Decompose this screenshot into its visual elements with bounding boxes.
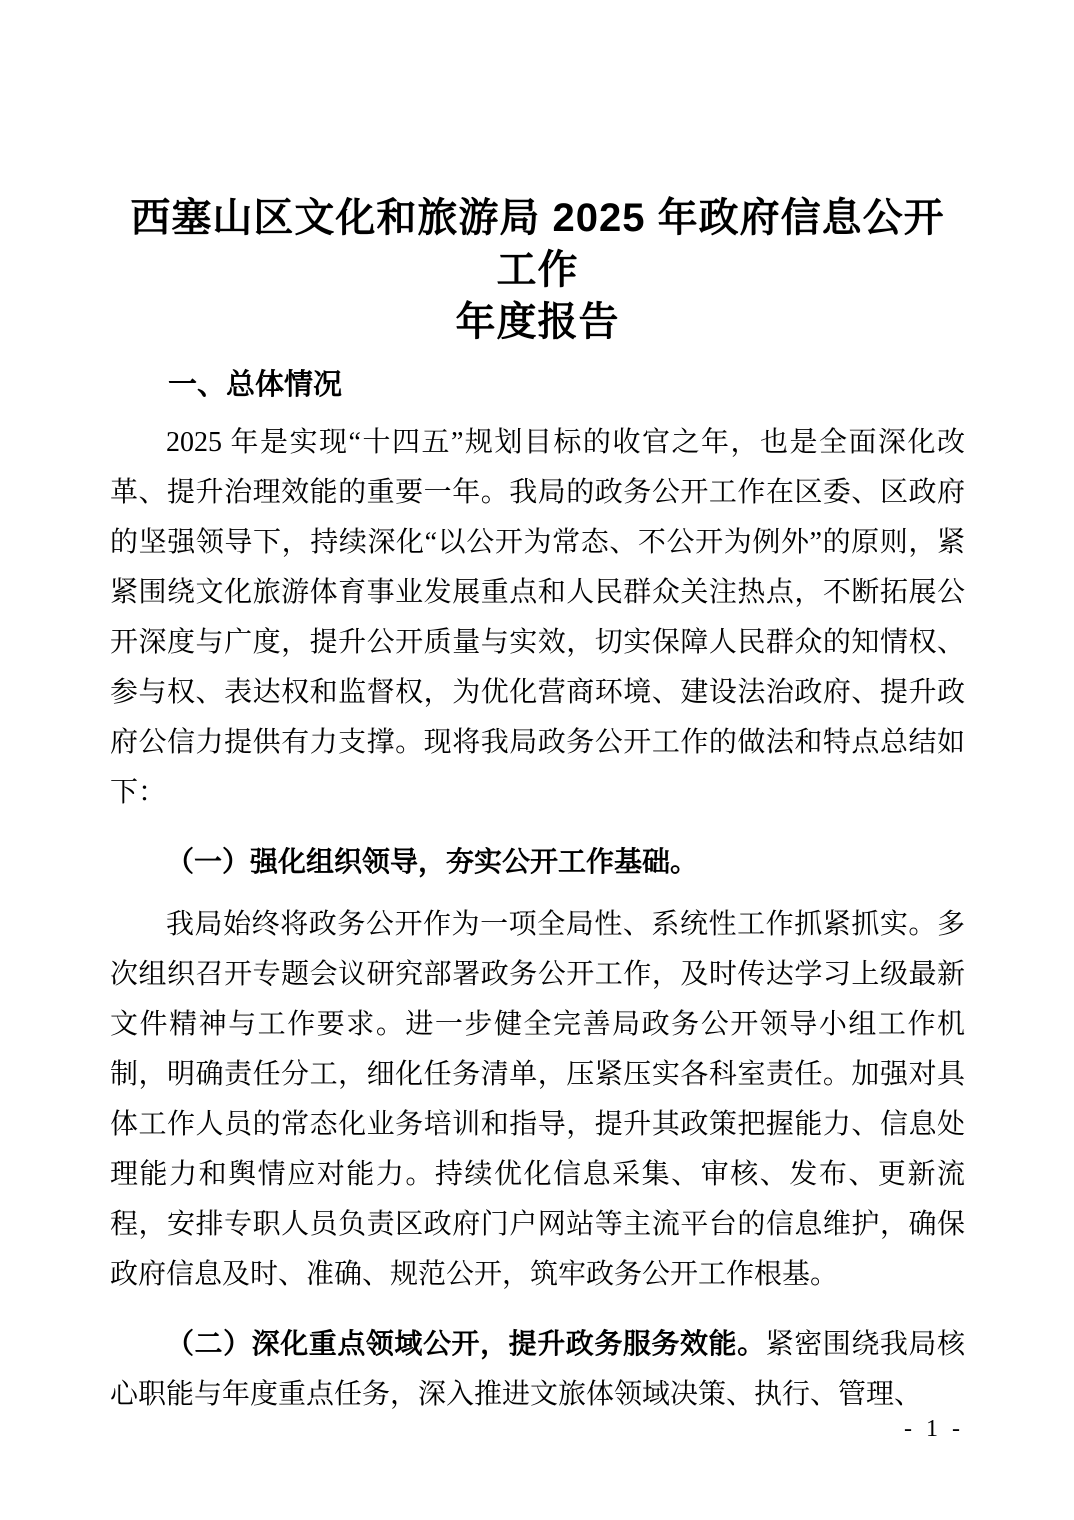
section-heading-overall-situation: 一、总体情况 — [168, 369, 343, 401]
paragraph-subsection-1: 我局始终将政务公开作为一项全局性、系统性工作抓紧抓实。多次组织召开专题会议研究部署政务公开工作，及时传达学习上级最新文件精神与工作要求。进一步健全完善局政务公开领导小组工作机制，明确责任分工，细化任务清单，压紧压实各科室责任。加强对具体工作人员的常态化业务培训和指导，提升其政策把握能力、信息处理能力和舆情应对能力。持续优化信息采集、审核、发布、更新流程，安排专职人员负责区政府门户网站等主流平台的信息维护，确保政府信息及时、准确、规范公开，筑牢政务公开工作根基。 — [110, 909, 965, 1290]
subsection-2-body-text: 紧密围绕我局核心职能与年度重点任务，深入推进文旅体领域决策、执行、管理、 — [110, 1329, 965, 1410]
document-title — [110, 192, 965, 348]
paragraph-subsection-2 — [110, 1320, 965, 1420]
paragraph-intro: 2025 年是实现“十四五”规划目标的收官之年，也是全面深化改革、提升治理效能的重要一年。我局的政务公开工作在区委、区政府的坚强领导下，持续深化“以公开为常态、不公开为例外”的原则，紧紧围绕文化旅游体育事业发展重点和人民群众关注热点，不断拓展公开深度与广度，提升公开质量与实效，切实保障人民群众的知情权、参与权、表达权和监督权，为优化营商环境、建设法治政府、提升政府公信力提供有力支撑。现将我局政务公开工作的做法和特点总结如下： — [110, 427, 965, 808]
subsection-heading-2: （二）深化重点领域公开，提升政务服务效能。 — [166, 1329, 766, 1360]
page-number: - 1 - — [904, 1416, 964, 1442]
document-title-line1: 西塞山区文化和旅游局 2025 年政府信息公开工作 — [130, 196, 945, 292]
subsection-heading-1: （一）强化组织领导，夯实公开工作基础。 — [166, 847, 699, 878]
document-title-line2: 年度报告 — [455, 300, 620, 344]
